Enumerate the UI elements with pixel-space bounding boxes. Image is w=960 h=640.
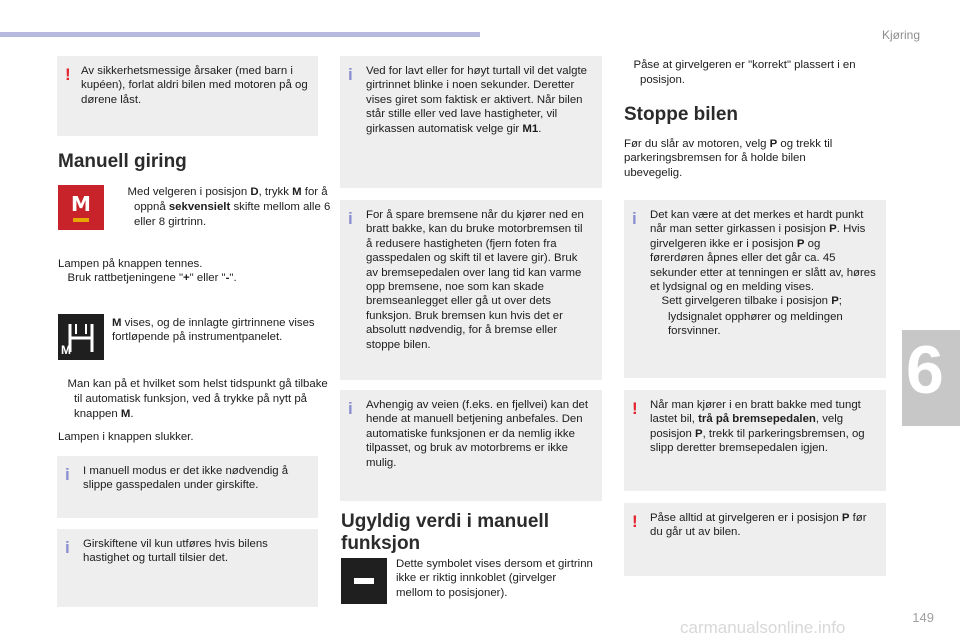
bullet-return-automatic [58,377,336,421]
paragraph-lamp-on: Lampen på knappen tennes. [58,258,203,270]
text: , trekk til parkeringsbremsen, og slipp deretter bremsepedalen igjen. [650,427,865,455]
info-text: Ved for lavt eller for høyt turtall vil det valgte girtrinnet blinke i noen sekunder. Deretter vises giret som faktisk er aktivert. Når bilen står stille eller ved lave hastigheter, vil girkassen automatisk velge gir [366,65,587,135]
info-box-engine-brake [340,200,602,380]
warning-icon: ! [65,65,71,84]
text: Man kan på et hvilket som helst tidspunkt gå tilbake til automatisk funksjon, ved å trykke på nytt på knappen [67,378,328,420]
info-box-mountain-road [340,390,602,501]
paragraph-stop [624,137,839,180]
chapter-tab [902,330,960,426]
manual-mode-letter: M [71,192,91,216]
paragraph-m-displayed [112,316,318,345]
text: " eller " [189,272,226,284]
paragraph-lamp-off: Lampen i knappen slukker. [58,431,194,443]
info-text: For å spare bremsene når du kjører ned en bratt bakke, kan du bruke motorbremsen til å redusere hastigheten (fjern foten fra gasspedalen og skift til et lavere gir). Bruk av bremsepedalen over lang tid kan varme opp bremsene, noe som kan skade bremseanlegget eller gå ut over dets funksjon. Bruk bremsen kun hvis det er absolutt nødvendig, for å bremse eller stoppe bilen. [366,209,584,351]
bullet-steering-controls [58,271,334,286]
text: skifte mellom alle 6 eller 8 girtrinn. [134,201,331,228]
text-bold: sekvensielt [168,201,231,214]
warning-icon: ! [632,399,638,418]
info-icon: i [65,538,70,557]
text-bold: M [112,317,122,329]
manual-mode-button-icon [58,185,104,230]
text: vises, og de innlagte girtrinnene vises fortløpende på instrumentpanelet. [112,317,315,344]
info-icon: i [632,209,637,228]
gear-display-letter: M [61,343,71,357]
info-text: I manuell modus er det ikke nødvendig å slippe gasspedalen under girskifte. [83,465,289,492]
text-bold: P [829,223,837,236]
warning-text: Av sikkerhetsmessige årsaker (med barn i kupéen), forlat aldri bilen med motoren på og dørene låst. [81,65,308,106]
info-icon: i [348,65,353,84]
text-bold: P [841,512,850,524]
bullet-select-manual [118,185,334,229]
text-bold: M [292,186,302,198]
text: for å oppnå [134,186,328,214]
text-bold: P [769,138,778,150]
text: ". [229,272,237,284]
text-bold: - [225,272,230,284]
info-icon: i [348,209,353,228]
info-icon: i [348,399,353,418]
warning-box-park [624,503,886,576]
info-bullet-reset [650,294,876,338]
text-bold: + [183,272,190,284]
warning-text: Når man kjører i en bratt bakke med tungt lastet bil, [650,399,861,426]
text: , trykk [258,186,293,198]
info-text: Avhengig av veien (f.eks. en fjellvei) kan det hende at manuell betjening anbefales. Den automatiske funksjonen er da nemlig ikke tilpasset, og bruk av motorbrems er ikke mulig. [366,399,589,469]
heading-stop-car: Stoppe bilen [624,104,738,125]
warning-icon: ! [632,512,638,531]
text-bold: trå på bremsepedalen [698,413,816,426]
text: Før du slår av motoren, velg [624,138,770,150]
page-number: 149 [912,610,934,625]
info-text: Girskiftene vil kun utføres hvis bilens hastighet og turtall tilsier det. [83,538,268,565]
text: . Hvis girvelgeren ikke er i posisjon [650,223,866,250]
text: . [130,407,134,420]
info-box-speed [57,529,318,607]
heading-invalid-value: Ugyldig verdi i manuell funksjon [341,511,549,554]
header-accent-bar [0,32,480,37]
text-bold: P [694,427,703,440]
text-bold: D [250,186,259,198]
heading-manual-shift: Manuell giring [58,151,187,172]
text: . [538,122,542,135]
text: Sett girvelgeren tilbake i posisjon [661,295,832,308]
text-bold: M [120,407,131,420]
text: før du går ut av bilen. [650,512,867,539]
warning-box-steep-hill [624,390,886,491]
bullet-check-position [624,58,902,88]
section-title: Kjøring [881,28,920,42]
text: , velg posisjon [650,413,844,440]
info-icon: i [65,465,70,484]
text-bold: P [796,237,805,250]
dash-icon [354,578,374,584]
text: Med velgeren i posisjon [127,186,251,198]
text: Bruk rattbetjeningene " [67,272,183,284]
text: og førerdøren åpnes eller det går ca. 45 sekunder etter at tenningen er slått av, høres et lydsignal og en melding vises. [650,237,876,294]
info-box-hard-point [624,200,886,378]
watermark: carmanualsonline.info [680,618,846,637]
invalid-gear-symbol-icon [341,558,387,604]
text-bold: P [831,295,839,308]
instrument-gear-display-icon [58,314,104,360]
chapter-number: 6 [906,332,944,408]
text: ; lydsignalet opphører og meldingen forsvinner. [668,295,843,338]
indicator-lamp-icon [73,218,89,222]
warning-box-safety [57,56,318,136]
warning-text: Påse alltid at girvelgeren er i posisjon [650,512,842,524]
info-text: Det kan være at det merkes et hardt punkt når man setter girkassen i posisjon [650,209,864,236]
text-bold: M1 [522,122,539,135]
info-box-no-release [57,456,318,518]
info-box-rpm [340,56,602,188]
paragraph-symbol: Dette symbolet vises dersom et girtrinn ikke er riktig innkoblet (girvelger mellom to posisjoner). [396,558,593,599]
text: Påse at girvelgeren er "korrekt" plassert i en posisjon. [633,59,856,87]
text: og trekk til parkeringsbremsen for å holde bilen ubevegelig. [624,138,833,179]
